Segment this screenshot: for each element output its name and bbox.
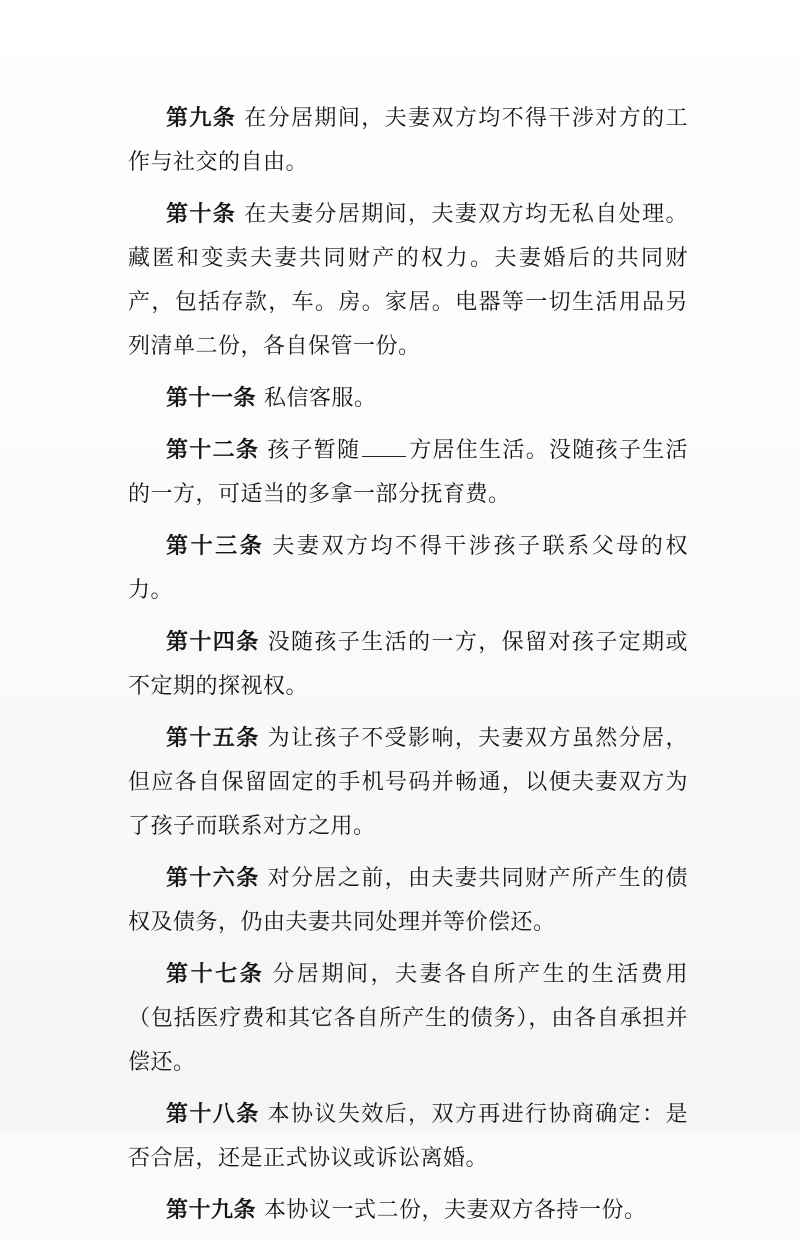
article-body: 没随孩子生活的一方，保留对孩子定期或不定期的探视权。: [128, 630, 688, 699]
article-body-before-blank: 孩子暂随: [267, 438, 361, 463]
article-body: 在夫妻分居期间，夫妻双方均无私自处理。藏匿和变卖夫妻共同财产的权力。夫妻婚后的共同财产，包括存款，车。房。家居。电器等一切生活用品另列清单二份，各自保管一份。: [128, 202, 688, 359]
article-heading: 第十九条: [166, 1197, 257, 1223]
article-heading: 第十七条: [166, 961, 265, 987]
article-body: 为让孩子不受影响，夫妻双方虽然分居，但应各自保留固定的手机号码并畅通，以便夫妻双方为了孩子而联系对方之用。: [128, 726, 688, 839]
article-heading: 第九条: [166, 105, 237, 131]
article-body: 分居期间，夫妻各自所产生的生活费用（包括医疗费和其它各自所产生的债务），由各自承担并偿还。: [128, 962, 688, 1075]
article-heading: 第十六条: [166, 865, 260, 891]
article-heading: 第十一条: [166, 385, 257, 411]
article-12: [128, 428, 688, 517]
article-14: [128, 620, 688, 709]
article-9: [128, 96, 688, 185]
agreement-text: [128, 96, 688, 1240]
article-10: [128, 192, 688, 369]
article-body-after-blank: 方居住生活。没随孩子生活的一方，可适当的多拿一部分抚育费。: [128, 438, 688, 507]
article-body: 私信客服。: [264, 386, 377, 411]
article-18: [128, 1092, 688, 1181]
article-11: [128, 376, 688, 421]
article-body: 本协议一式二份，夫妻双方各持一份。: [264, 1198, 647, 1223]
article-body: 对分居之前，由夫妻共同财产所产生的债权及债务，仍由夫妻共同处理并等价偿还。: [128, 866, 688, 935]
article-heading: 第十五条: [166, 725, 260, 751]
article-body: 在分居期间，夫妻双方均不得干涉对方的工作与社交的自由。: [128, 106, 688, 175]
article-body: 夫妻双方均不得干涉孩子联系父母的权力。: [128, 534, 688, 603]
article-16: [128, 856, 688, 945]
article-19: [128, 1188, 688, 1233]
article-heading: 第十三条: [166, 533, 265, 559]
article-heading: 第十八条: [166, 1101, 260, 1127]
fill-in-blank: [362, 436, 406, 457]
article-13: [128, 524, 688, 613]
article-heading: 第十条: [166, 201, 237, 227]
article-17: [128, 952, 688, 1085]
article-body: 本协议失效后，双方再进行协商确定：是否合居，还是正式协议或诉讼离婚。: [128, 1102, 688, 1171]
article-15: [128, 716, 688, 849]
article-heading: 第十二条: [166, 437, 260, 463]
article-heading: 第十四条: [166, 629, 260, 655]
